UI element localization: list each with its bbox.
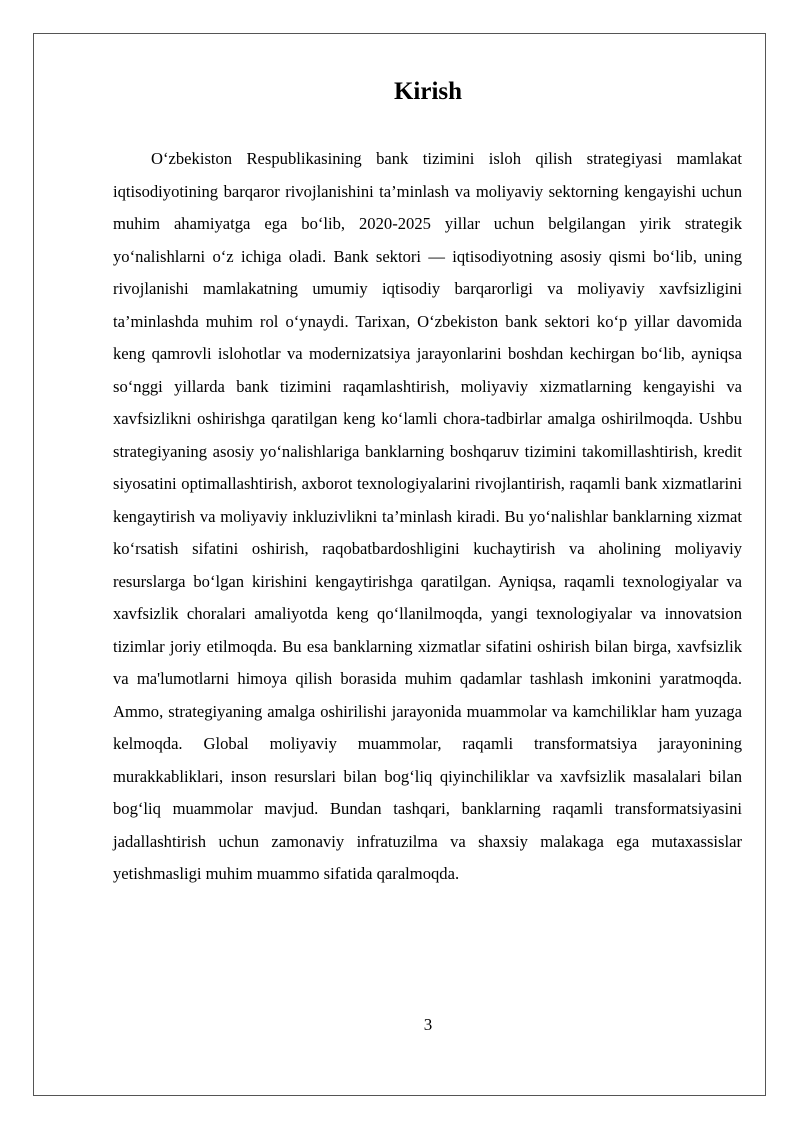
page-number: 3	[423, 1015, 433, 1034]
body-paragraph: O‘zbekiston Respublikasining bank tizimini isloh qilish strategiyasi mamlakat iqtisodiyotining barqaror rivojlanishini ta’minlash va moliyaviy sektorning kengayishi uchun muhim ahamiyatga ega bo‘lib, 2020-2025 yillar uchun belgilangan yirik strategik yo‘nalishlarni o‘z ichiga oladi. Bank sektori — iqtisodiyotning asosiy qismi bo‘lib, uning rivojlanishi mamlakatning umumiy iqtisodiy barqarorligi va moliyaviy xavfsizligini ta’minlashda muhim rol o‘ynaydi. Tarixan, O‘zbekiston bank sektori ko‘p yillar davomida keng qamrovli islohotlar va modernizatsiya jarayonlarini boshdan kechirgan bo‘lib, ayniqsa so‘nggi yillarda bank tizimini raqamlashtirish, moliyaviy xizmatlarning kengayishi va xavfsizlikni oshirishga qaratilgan keng ko‘lamli chora-tadbirlar amalga oshirilmoqda. Ushbu strategiyaning asosiy yo‘nalishlariga banklarning boshqaruv tizimini takomillashtirish, kredit siyosatini optimallashtirish, axborot texnologiyalarini rivojlantirish, raqamli bank xizmatlarini kengaytirish va moliyaviy inkluzivlikni ta’minlash kiradi. Bu yo‘nalishlar banklarning xizmat ko‘rsatish sifatini oshirish, raqobatbardoshligini kuchaytirish va aholining moliyaviy resurslarga bo‘lgan kirishini kengaytirishga qaratilgan. Ayniqsa, raqamli texnologiyalar va xavfsizlik choralari amaliyotda keng qo‘llanilmoqda, yangi texnologiyalar va innovatsion tizimlar joriy etilmoqda. Bu esa banklarning xizmatlar sifatini oshirish bilan birga, xavfsizlik va ma'lumotlarni himoya qilish borasida muhim qadamlar tashlash imkonini yaratmoqda. Ammo, strategiyaning amalga oshirilishi jarayonida muammolar va kamchiliklar ham yuzaga kelmoqda. Global moliyaviy muammolar, raqamli transformatsiya jarayonining murakkabliklari, inson resurslari bilan bog‘liq qiyinchiliklar va xavfsizlik masalalari bilan bog‘liq muammolar mavjud. Bundan tashqari, banklarning raqamli transformatsiyasini jadallashtirish uchun zamonaviy infratuzilma va shaxsiy malakaga ega mutaxassislar yetishmasligi muhim muammo sifatida qaralmoqda.	[113, 149, 742, 883]
page-title: Kirish	[393, 78, 463, 105]
